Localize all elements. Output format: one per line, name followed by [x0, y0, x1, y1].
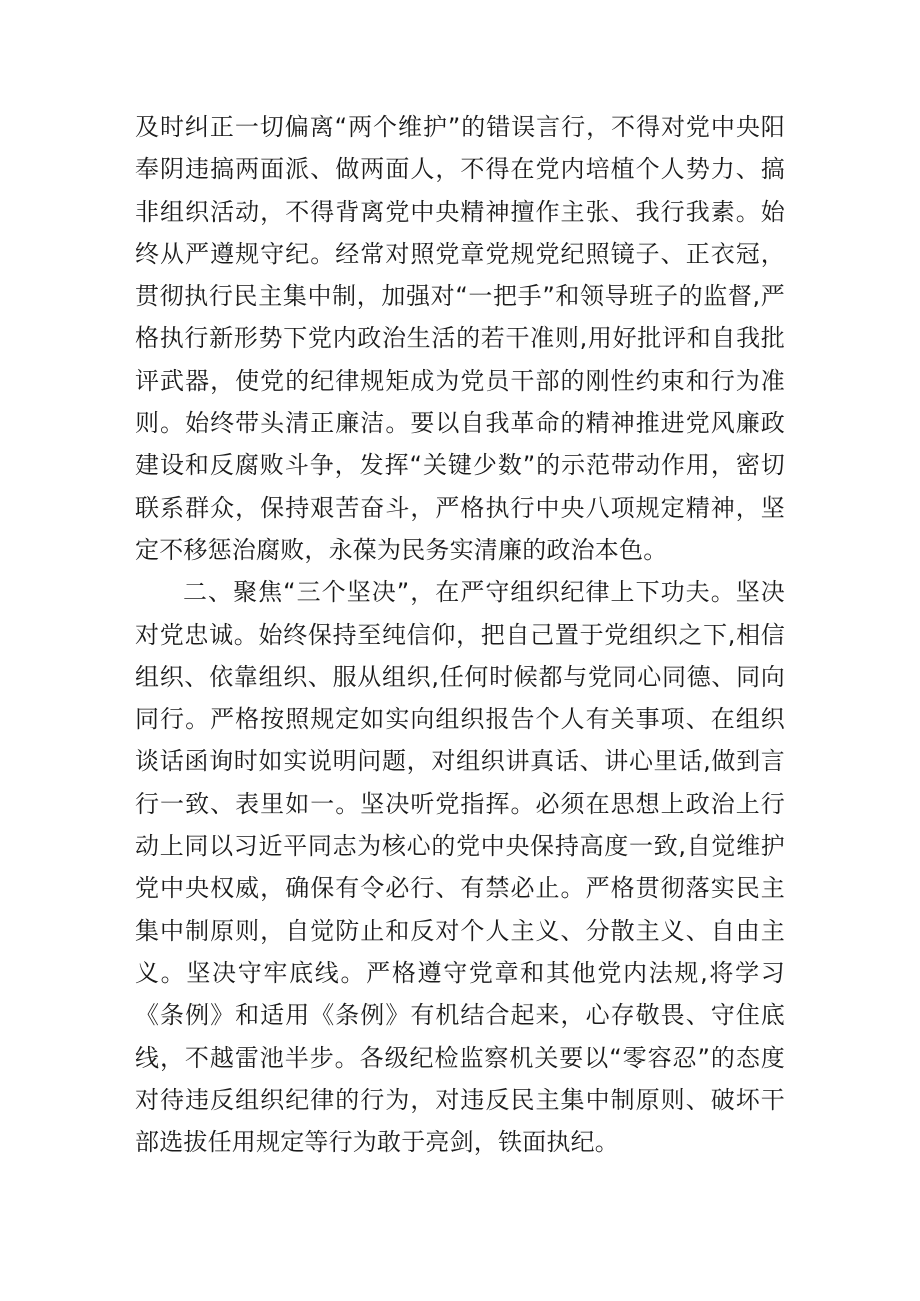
paragraph-section-two: 二、聚焦“三个坚决”，在严守组织纪律上下功夫。坚决对党忠诚。始终保持至纯信仰，把自己置于党组织之下,相信组织、依靠组织、服从组织,任何时候都与党同心同德、同向同行。严格按照规定如实向组织报告个人有关事项、在组织谈话函询时如实说明问题，对组织讲真话、讲心里话,做到言行一致、表里如一。坚决听党指挥。必须在思想上政治上行动上同以习近平同志为核心的党中央保持高度一致,自觉维护党中央权威，确保有令必行、有禁必止。严格贯彻落实民主集中制原则，自觉防止和反对个人主义、分散主义、自由主义。坚决守牢底线。严格遵守党章和其他党内法规,将学习《条例》和适用《条例》有机结合起来，心存敬畏、守住底线，不越雷池半步。各级纪检监察机关要以“零容忍”的态度对待违反组织纪律的行为，对违反民主集中制原则、破坏干部选拔任用规定等行为敢于亮剑，铁面执纪。	[135, 578, 785, 1157]
document-body	[135, 106, 785, 1163]
paragraph-continued: 及时纠正一切偏离“两个维护”的错误言行，不得对党中央阳奉阴违搞两面派、做两面人，不得在党内培植个人势力、搞非组织活动，不得背离党中央精神擅作主张、我行我素。始终从严遵规守纪。经常对照党章党规党纪照镜子、正衣冠，贯彻执行民主集中制，加强对“一把手”和领导班子的监督,严格执行新形势下党内政治生活的若干准则,用好批评和自我批评武器，使党的纪律规矩成为党员干部的刚性约束和行为准则。始终带头清正廉洁。要以自我革命的精神推进党风廉政建设和反腐败斗争，发挥“关键少数”的示范带动作用，密切联系群众，保持艰苦奋斗，严格执行中央八项规定精神，坚定不移惩治腐败，永葆为民务实清廉的政治本色。	[135, 113, 785, 564]
